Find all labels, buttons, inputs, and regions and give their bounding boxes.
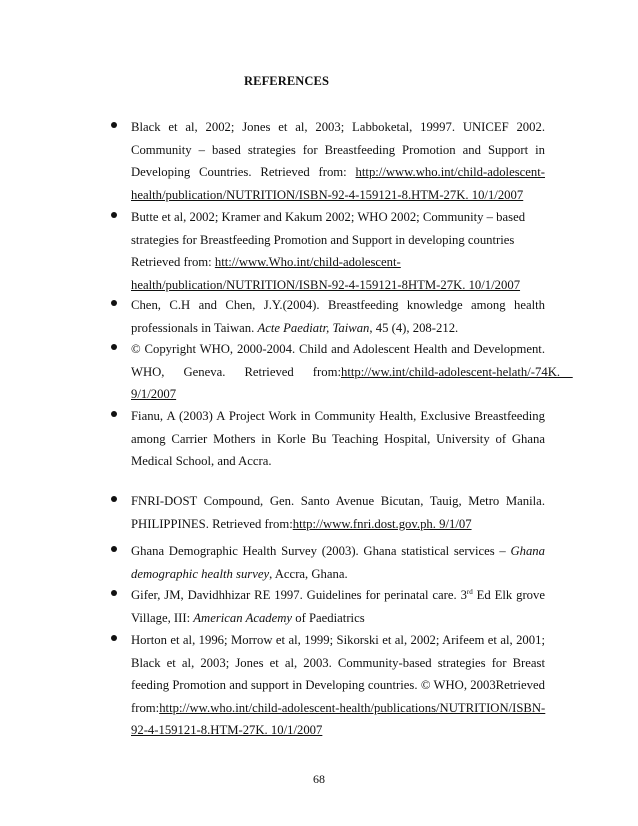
ref-line: Fianu, A (2003) A Project Work in Community Health, Exclusive Breastfeeding — [131, 409, 545, 423]
ref-line: Community – based strategies for Breastfeeding Promotion and Support in — [131, 142, 545, 157]
reference-link[interactable]: 92-4-159121-8.HTM-27K. 10/1/2007 — [131, 723, 323, 738]
ref-line — [131, 251, 545, 274]
reference-item — [131, 294, 545, 339]
bullet-icon — [111, 122, 117, 128]
ref-text: WHO, Geneva. Retrieved from: — [131, 364, 341, 379]
bullet-icon — [111, 635, 117, 641]
ref-line: feeding Promotion and support in Developing countries. © WHO, 2003Retrieved — [131, 678, 545, 693]
reference-link[interactable]: http://www.fnri.dost.gov.ph. 9/1/07 — [292, 516, 472, 531]
ref-line — [131, 161, 545, 184]
ref-text: PHILIPPINES. Retrieved from: — [131, 516, 293, 531]
publication-title: demographic health survey — [131, 566, 270, 581]
ref-line: Chen, C.H and Chen, J.Y.(2004). Breastfeeding knowledge among health — [131, 298, 545, 312]
bullet-icon — [111, 212, 117, 218]
ref-line — [131, 697, 545, 720]
bullet-icon — [111, 300, 117, 306]
bullet-icon — [111, 496, 117, 502]
reference-link[interactable]: 9/1/2007 — [131, 387, 177, 402]
journal-title: Acte Paediatr, Taiwan — [257, 320, 370, 335]
reference-item — [131, 206, 545, 296]
ref-line — [131, 584, 545, 607]
reference-item — [131, 540, 545, 585]
reference-item — [131, 490, 545, 535]
ref-line: Butte et al, 2002; Kramer and Kakum 2002; WHO 2002; Community – based — [131, 210, 526, 224]
ordinal-suffix: rd — [466, 587, 473, 596]
ref-text: Developing Countries. Retrieved from: — [131, 165, 356, 180]
ref-line — [131, 361, 573, 384]
reference-link[interactable]: http://www.who.int/child-adolescent- — [355, 165, 545, 180]
ref-text: Village, III: — [131, 610, 194, 625]
ref-text: , 45 (4), 208-212. — [369, 320, 459, 335]
reference-item — [131, 338, 573, 406]
ref-line: Horton et al, 1996; Morrow et al, 1999; Sikorski et al, 2002; Arifeem et al, 2001; — [131, 633, 545, 647]
reference-item — [131, 629, 545, 742]
reference-link[interactable]: http://ww.int/child-adolescent-helath/-74K. — [341, 364, 573, 379]
ref-line: Black et al, 2003; Jones et al, 2003. Community-based strategies for Breast — [131, 655, 545, 670]
bullet-icon — [111, 411, 117, 417]
ref-line: © Copyright WHO, 2000-2004. Child and Adolescent Health and Development. — [131, 342, 545, 356]
reference-item — [131, 584, 545, 629]
bullet-icon — [111, 546, 117, 552]
ref-line: strategies for Breastfeeding Promotion and Support in developing countries — [131, 232, 515, 247]
ref-line: Black et al, 2002; Jones et al, 2003; Labboketal, 19997. UNICEF 2002. — [131, 120, 545, 134]
reference-item — [131, 116, 545, 206]
reference-item — [131, 405, 545, 473]
reference-link[interactable]: htt://www.Who.int/child-adolescent- — [214, 255, 401, 270]
publication-title: Ghana — [510, 544, 545, 558]
ref-text: professionals in Taiwan. — [131, 320, 258, 335]
publication-title: American Academy — [193, 610, 293, 625]
ref-line — [131, 317, 545, 340]
ref-line: among Carrier Mothers in Korle Bu Teaching Hospital, University of Ghana — [131, 431, 545, 446]
bullet-icon — [111, 590, 117, 596]
ref-text: of Paediatrics — [292, 610, 365, 625]
page-title: REFERENCES — [244, 74, 330, 88]
ref-line — [131, 607, 545, 630]
ref-line — [131, 513, 545, 536]
reference-link[interactable]: health/publication/NUTRITION/ISBN-92-4-159121-8HTM-27K. 10/1/2007 — [131, 277, 521, 292]
ref-line: Medical School, and Accra. — [131, 454, 272, 469]
page-number: 68 — [313, 772, 325, 786]
ref-line: FNRI-DOST Compound, Gen. Santo Avenue Bicutan, Tauig, Metro Manila. — [131, 494, 545, 508]
reference-link[interactable]: http://ww.who.int/child-adolescent-health/publications/NUTRITION/ISBN- — [159, 700, 546, 715]
ref-text: Ghana Demographic Health Survey (2003). Ghana statistical services – — [131, 544, 511, 558]
ref-text: , Accra, Ghana. — [269, 566, 348, 581]
reference-link[interactable]: health/publication/NUTRITION/ISBN-92-4-159121-8.HTM-27K. 10/1/2007 — [131, 187, 524, 202]
ref-line — [131, 540, 545, 563]
ref-text: Ed Elk grove — [472, 588, 545, 602]
ref-text: from: — [131, 700, 160, 715]
ref-text: Retrieved from: — [131, 255, 215, 270]
ref-text: Gifer, JM, Davidhhizar RE 1997. Guidelines for perinatal care. 3 — [131, 588, 467, 602]
bullet-icon — [111, 344, 117, 350]
ref-line — [131, 563, 545, 586]
